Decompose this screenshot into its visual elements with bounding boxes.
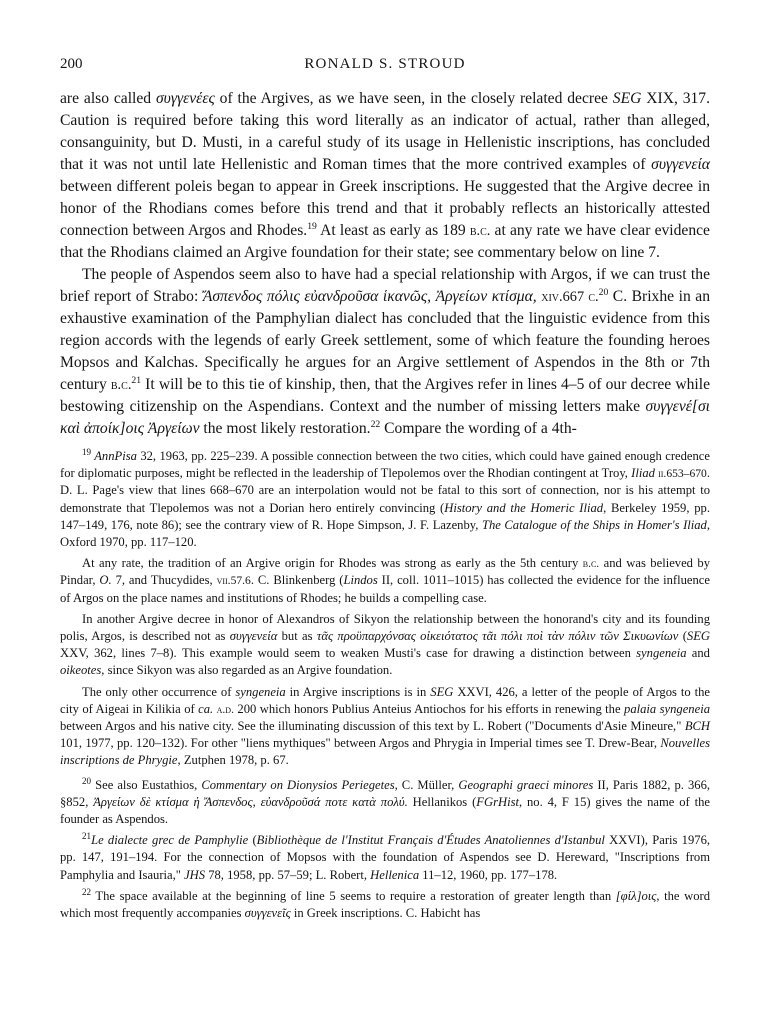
text-run: 200 which honors Publius Anteius Antiochos for his efforts in renewing the: [233, 701, 625, 716]
book-title: Le dialecte grec de Pamphylie: [91, 833, 249, 848]
term: palaia syngeneia: [624, 701, 710, 716]
text-run: are also called: [60, 90, 156, 107]
book-title: Geographi graeci minores: [458, 777, 594, 792]
iliad-reference: ii.653–670: [658, 467, 707, 481]
greek-term: [φίλ]οις: [615, 888, 657, 903]
footnote-ref-20[interactable]: 20: [598, 286, 609, 298]
greek-term: συγγενέες: [155, 90, 215, 107]
greek-quote: τᾶς προϋπαρχόνσας οἰκειότατος τᾶι πόλι ποὶ τὰν πόλιν τῶν Σικυωνίων: [316, 629, 679, 644]
text-run: and: [686, 646, 710, 661]
text-run: See also Eustathios,: [91, 777, 202, 792]
footnote-19-cont-3: [60, 684, 710, 770]
text-run: between Argos and his native city. See the illuminating discussion of this text by L. Robert ("Documents d'Asie Mineure,": [60, 719, 685, 734]
greek-term: συγγενεία: [229, 629, 278, 644]
paragraph-2: [60, 264, 710, 440]
text-run: It will be to this tie of kinship, then, that the Argives refer in lines 4–5 of our decree while bestowing citizenship on the Aspendians. Context and the number of missing letters make: [60, 376, 710, 415]
footnote-ref-22[interactable]: 22: [370, 418, 381, 430]
thucydides-reference: vii.57.6: [216, 574, 251, 588]
paragraph-1: [60, 88, 710, 264]
text-run: XXV, 362, lines 7–8). This example would seem to weaken Musti's case for drawing a distinction between: [60, 646, 637, 661]
book-title: The Catalogue of the Ships in Homer's Iliad: [481, 517, 707, 532]
page: [60, 56, 710, 926]
work-title: Iliad: [631, 466, 655, 481]
circa-abbrev: c.: [584, 289, 599, 305]
greek-restoration: συγγενέ[σι καὶ ἀποίκ]οις Ἀργείων: [60, 398, 710, 437]
text-run: of the Argives, as we have seen, in the closely related decree: [214, 90, 613, 107]
citation-seg: SEG: [430, 684, 454, 699]
text-run: (: [248, 833, 257, 848]
journal-title: JHS: [184, 867, 206, 882]
text-run: XXVI), Paris 1976, pp. 147, 191–194. For the connection of Mopsos with the foundation of Aspendos see D. Hereward, "Inscriptions from Pamphylia and Isauria,": [60, 833, 711, 882]
text-run: 11–12, 1960, pp. 177–178.: [419, 867, 558, 882]
text-run: 101, 1977, pp. 120–132). For other "liens mythiques" between Argos and Phrygia in Imperial times see T. Drew-Bear,: [60, 736, 661, 751]
text-run: between different poleis began to appear in Greek inscriptions. He suggested that the Argive decree in honor of the Rhodians comes before this trend and that it probably reflects an historically attested connection between Argos and Rhodes.: [60, 178, 710, 239]
text-run: , C. Müller,: [394, 777, 459, 792]
footnote-number: 21: [82, 831, 92, 842]
text-run: XIX, 317. Caution is required before taking this word literally as an indicator of actual, rather than alleged, consanguinity, but D. Musti, in a careful study of its usage in Hellenistic inscriptions, has concluded that it was not until late Hellenistic and Roman times that the more contrived examples of: [60, 90, 710, 173]
text-run: 78, 1958, pp. 57–59; L. Robert,: [205, 867, 371, 882]
term: oikeotes: [60, 663, 102, 678]
text-run: The people of Aspendos seem also to have had a special relationship with Argos, if we can trust the brief report of Strabo:: [60, 266, 710, 305]
text-run: At any rate, the tradition of an Argive origin for Rhodes was strong as early as the 5th century: [82, 556, 583, 571]
text-run: the most likely restoration.: [199, 420, 371, 437]
footnote-19-cont-2: [60, 611, 710, 680]
text-run: and was believed by Pindar,: [60, 556, 710, 588]
page-number: 200: [60, 56, 83, 72]
footnote-ref-19[interactable]: 19: [307, 220, 317, 232]
book-title: Nouvelles inscriptions de Phrygie: [60, 736, 710, 768]
footnote-19: [60, 448, 710, 551]
circa-abbrev: ca.: [198, 701, 214, 716]
text-run: , since Sikyon was also regarded as an Argive foundation.: [101, 663, 393, 678]
footnote-number: 20: [82, 775, 92, 786]
footnote-number: 22: [82, 886, 92, 897]
era-abbrev: a.d.: [216, 702, 234, 716]
work-title: Lindos: [343, 573, 378, 588]
text-run: 7, and Thucydides,: [111, 573, 217, 588]
text-run: Compare the wording of a 4th-: [380, 420, 577, 437]
greek-quote: Ἀργείων δὲ κτίσμα ἡ Ἄσπενδος, εὐανδροῦσά ποτε κατὰ πολύ.: [93, 794, 408, 809]
term: syngeneia: [636, 646, 687, 661]
greek-quote: Ἄσπενδος πόλις εὐανδροῦσα ἱκανῶς, Ἀργείων κτίσμα,: [202, 288, 537, 305]
footnote-21: [60, 832, 710, 884]
text-run: (: [678, 629, 687, 644]
greek-term: συγγενεία: [651, 156, 710, 173]
text-run: In another Argive decree in honor of Alexandros of Sikyon the relationship between the honorand's city and its founding polis, Argos, is described not as: [60, 611, 710, 644]
footnote-ref-21[interactable]: 21: [131, 374, 142, 386]
text-run: XXVI, 426, a letter of the people of Argos to the city of Aigeai in Kilikia of: [60, 684, 711, 716]
text-run: , the word which most frequently accompanies: [60, 888, 710, 921]
text-run: The space available at the beginning of line 5 seems to require a restoration of greater length than: [91, 888, 616, 903]
era-abbrev: b.c.: [110, 377, 132, 393]
citation-seg: SEG: [686, 629, 711, 644]
era-abbrev: b.c.: [469, 223, 491, 239]
text-run: , Berkeley 1959, pp. 147–149, 176, note 86); see the contrary view of R. Hope Simpson, J. F. Lazenby,: [60, 500, 710, 532]
era-abbrev: b.c.: [582, 557, 600, 571]
footnote-22: [60, 888, 710, 922]
journal-title: AnnPisa: [91, 449, 137, 463]
text-run: II, Paris 1882, p. 366, §852,: [60, 777, 711, 809]
citation-seg: SEG: [612, 90, 642, 107]
text-run: C. Brixhe in an exhaustive examination of the Pamphylian dialect has concluded that the linguistic evidence from this region accords with the legends of early Greek settlement, some of which feature the founding heroes Mopsos and Kalchas. Specifically he argues for an Argive settlement of Aspendos in the 8th or 7th century: [60, 288, 710, 393]
text-run: , Zutphen 1978, p. 67.: [177, 753, 289, 768]
text-run: in Argive inscriptions is in: [285, 684, 431, 699]
page-header: [60, 56, 710, 78]
footnotes: [60, 448, 710, 922]
text-run: , Oxford 1970, pp. 117–120.: [60, 517, 711, 550]
book-title: Commentary on Dionysios Periegetes: [201, 777, 395, 792]
work-title: FGrHist: [476, 794, 519, 809]
footnote-19-cont-1: [60, 555, 710, 607]
text-run: Hellanikos (: [407, 794, 477, 809]
series-title: Bibliothèque de l'Institut Français d'Études Anatoliennes d'Istanbul: [256, 833, 605, 848]
text-run: II, coll. 1011–1015) has collected the evidence for the influence of Argos on the place names and institutions of Rhodes; he builds a compelling case.: [60, 573, 710, 605]
text-run: At least as early as 189: [316, 222, 470, 239]
main-text: [60, 88, 710, 440]
journal-title: Hellenica: [370, 867, 420, 882]
journal-title: BCH: [684, 719, 710, 734]
greek-term: συγγενεῖς: [244, 906, 291, 921]
text-run: , no. 4, F 15) gives the name of the founder as Aspendos.: [60, 794, 710, 827]
footnote-20: [60, 777, 710, 829]
text-run: . C. Blinkenberg (: [250, 573, 344, 588]
text-run: at any rate we have clear evidence that the Rhodians claimed an Argive foundation for their state; see commentary below on line 7.: [60, 222, 710, 261]
text-run: in Greek inscriptions. C. Habicht has: [290, 906, 481, 921]
text-run: 32, 1963, pp. 225–239. A possible connection between the two cities, which could have gained enough credence for diplomatic purposes, might be reflected in the leadership of Tlepolemos over the Rhodian contingent at Troy,: [60, 449, 710, 481]
term: syngeneia: [235, 684, 286, 699]
strabo-reference: xiv.667: [541, 289, 585, 305]
running-head: RONALD S. STROUD: [304, 56, 466, 72]
text-run: but as: [277, 629, 317, 644]
book-title: History and the Homeric Iliad: [444, 500, 604, 515]
text-run: . D. L. Page's view that lines 668–670 are an interpolation would not be fatal to this sort of connection, nor is his attempt to demonstrate that Tlepolemos was not a Dorian hero entirely convincing (: [60, 466, 710, 515]
footnote-number: 19: [82, 446, 92, 457]
text-run: The only other occurrence of: [82, 684, 236, 699]
work-title: O.: [99, 573, 112, 588]
